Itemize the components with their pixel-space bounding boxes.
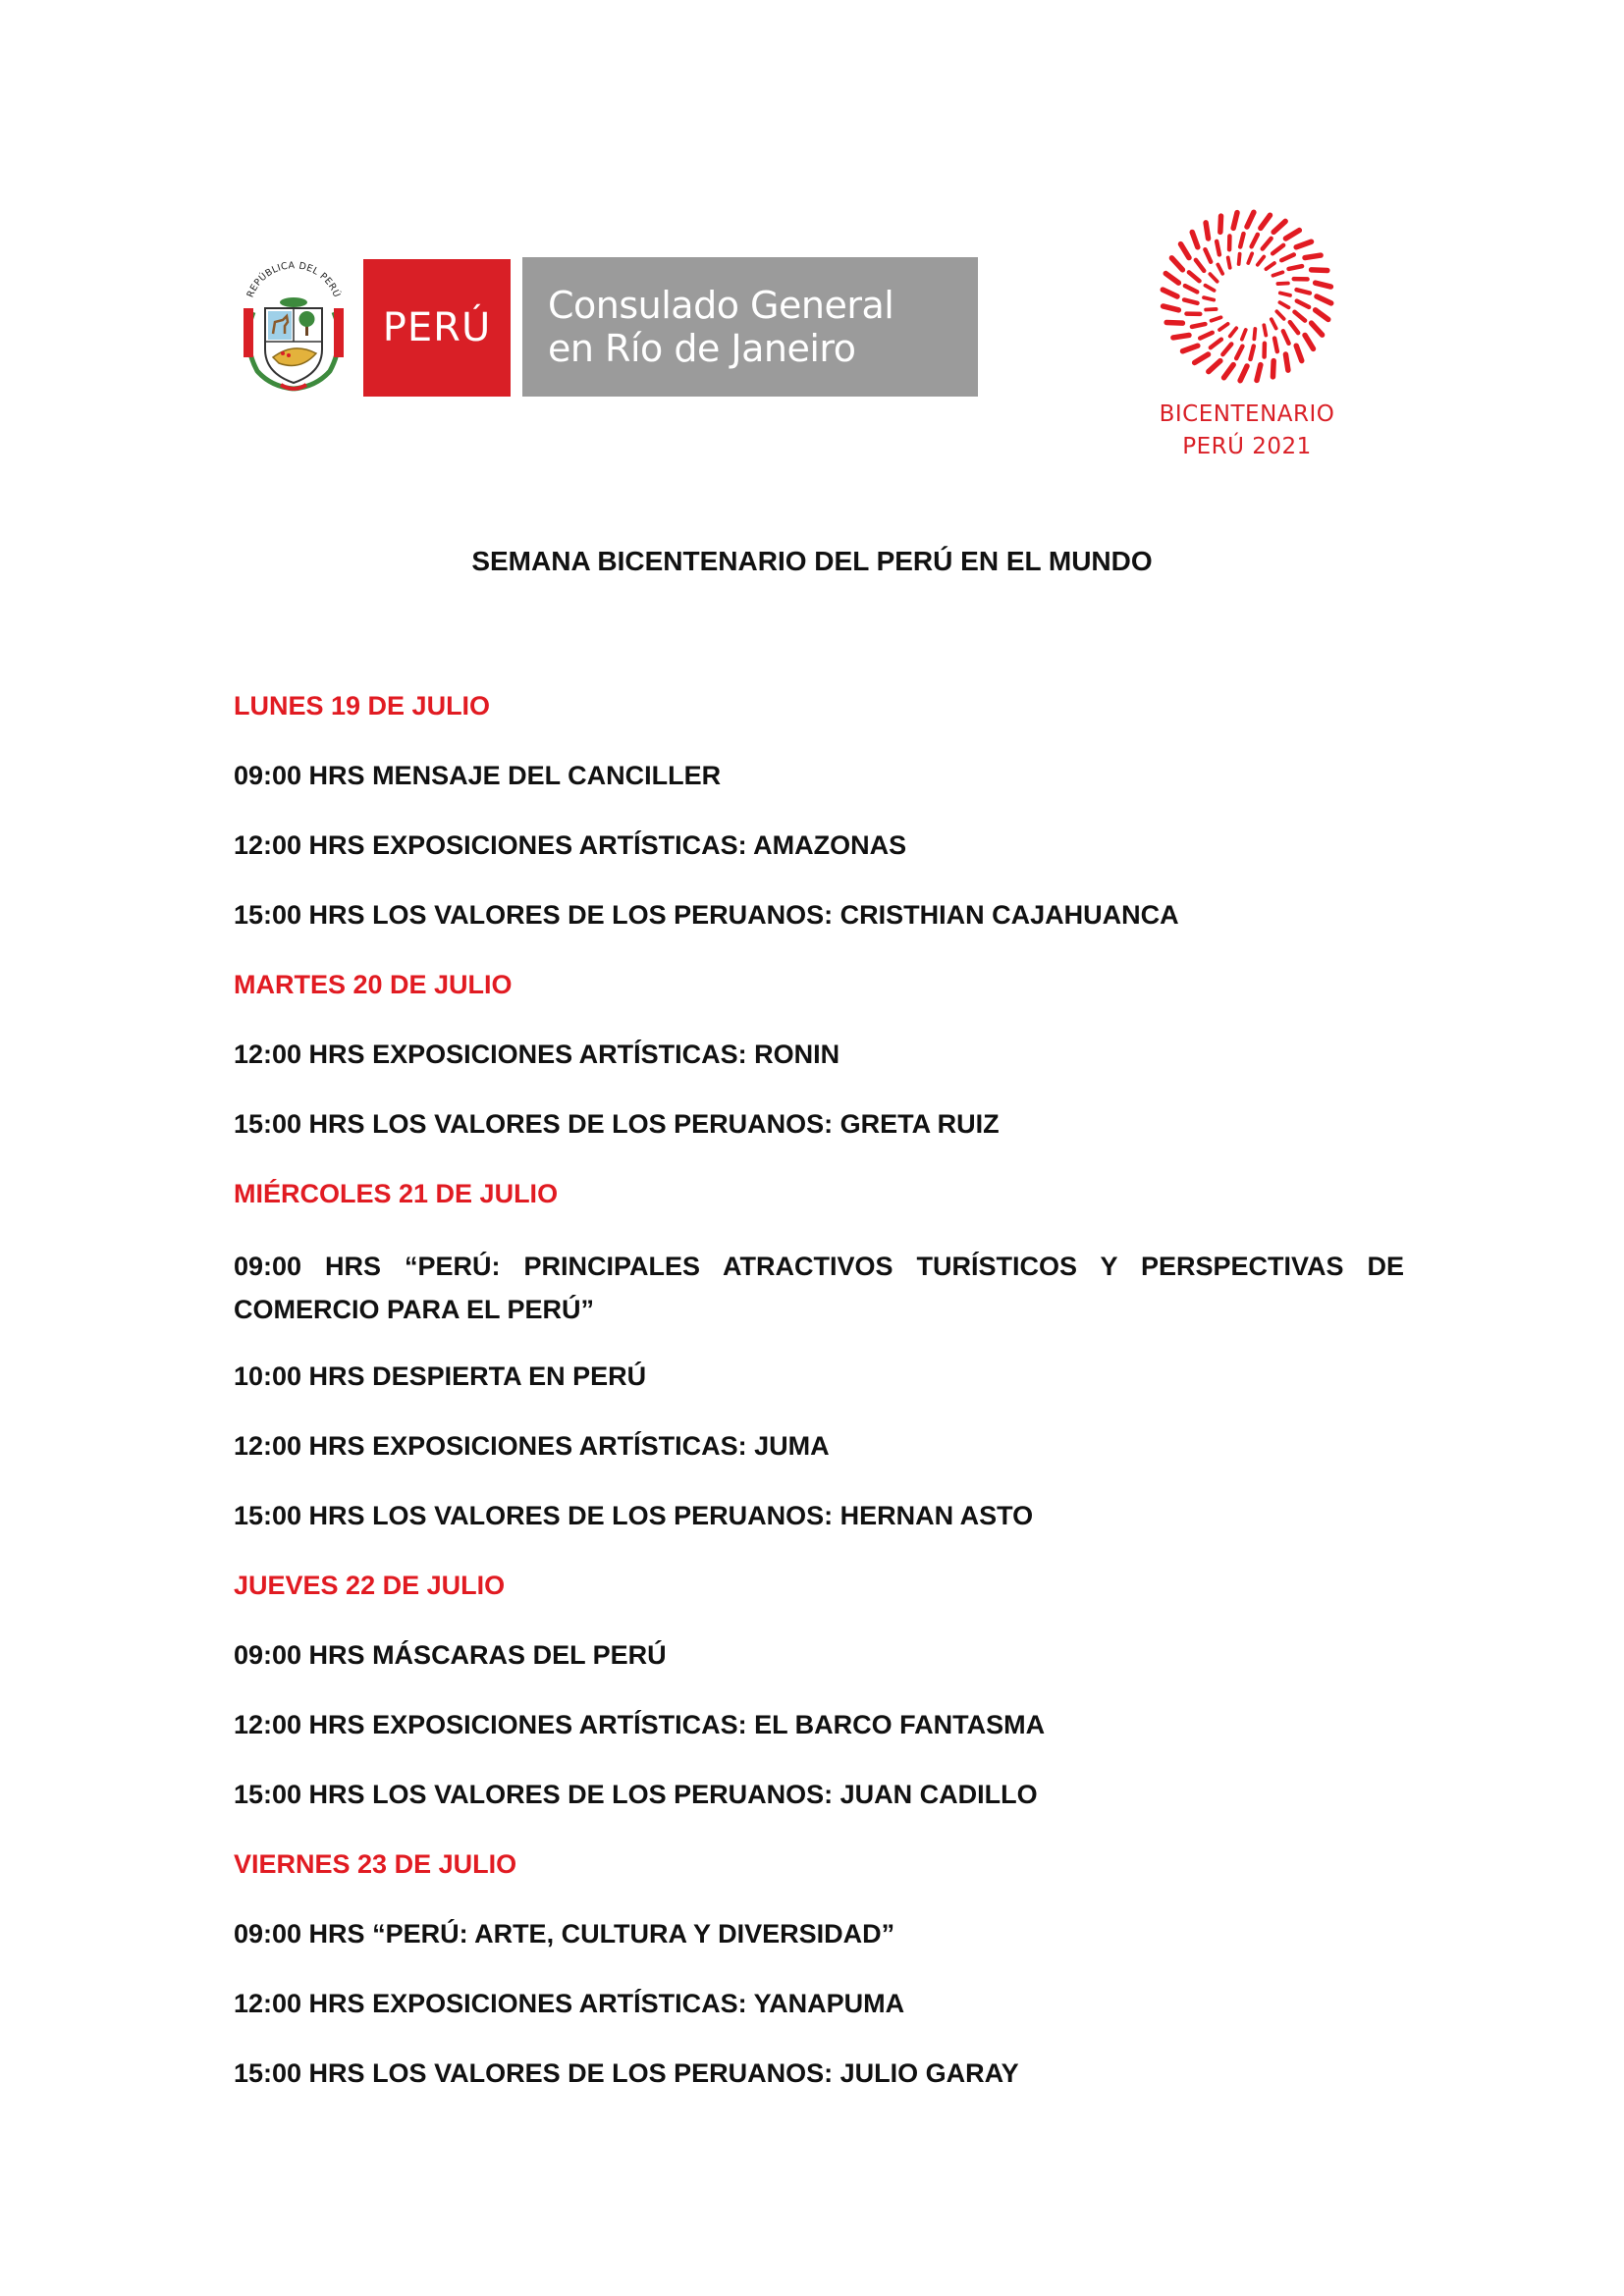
consulado-label-block: [522, 257, 978, 397]
document-header: [0, 0, 1624, 471]
consulado-line-2: en Río de Janeiro: [548, 327, 856, 370]
event-item: 10:00 HRS DESPIERTA EN PERÚ: [234, 1362, 647, 1391]
peru-label: PERÚ: [382, 305, 492, 350]
event-item: 09:00 HRS “PERÚ: PRINCIPALES ATRACTIVOS TURÍSTICOS Y PERSPECTIVAS DE COMERCIO PARA EL PERÚ”: [234, 1252, 1404, 1324]
event-item: 15:00 HRS LOS VALORES DE LOS PERUANOS: JULIO GARAY: [234, 2058, 1019, 2088]
svg-text:REPÚBLICA DEL PERÚ: [245, 260, 344, 299]
event-item: 12:00 HRS EXPOSICIONES ARTÍSTICAS: EL BARCO FANTASMA: [234, 1710, 1046, 1739]
bicentenario-caption: [1110, 399, 1384, 463]
day-heading-wednesday: MIÉRCOLES 21 DE JULIO: [234, 1179, 559, 1208]
emblem-arc-text: REPÚBLICA DEL PERÚ: [244, 260, 343, 299]
event-item: 15:00 HRS LOS VALORES DE LOS PERUANOS: HERNAN ASTO: [234, 1501, 1034, 1530]
peru-label-block: [363, 259, 511, 397]
bicentenario-sunburst-icon: [1147, 196, 1347, 397]
consulado-line-1: Consulado General: [548, 284, 894, 327]
day-heading-tuesday: MARTES 20 DE JULIO: [234, 970, 513, 999]
event-item: 12:00 HRS EXPOSICIONES ARTÍSTICAS: YANAPUMA: [234, 1989, 905, 2018]
event-item: 12:00 HRS EXPOSICIONES ARTÍSTICAS: JUMA: [234, 1431, 830, 1461]
event-item: 12:00 HRS EXPOSICIONES ARTÍSTICAS: RONIN: [234, 1040, 840, 1069]
document-title: SEMANA BICENTENARIO DEL PERÚ EN EL MUNDO: [471, 546, 1153, 576]
day-heading-monday: LUNES 19 DE JULIO: [234, 691, 491, 721]
bicentenario-line-2: PERÚ 2021: [1182, 434, 1312, 459]
event-item: 15:00 HRS LOS VALORES DE LOS PERUANOS: JUAN CADILLO: [234, 1780, 1038, 1809]
event-item: 15:00 HRS LOS VALORES DE LOS PERUANOS: CRISTHIAN CAJAHUANCA: [234, 900, 1179, 930]
schedule: [234, 687, 1404, 2124]
event-item: 09:00 HRS MÁSCARAS DEL PERÚ: [234, 1640, 667, 1670]
day-heading-friday: VIERNES 23 DE JULIO: [234, 1849, 517, 1879]
event-item: 09:00 HRS MENSAJE DEL CANCILLER: [234, 761, 722, 790]
day-heading-thursday: JUEVES 22 DE JULIO: [234, 1571, 506, 1600]
event-item: 12:00 HRS EXPOSICIONES ARTÍSTICAS: AMAZONAS: [234, 830, 907, 860]
bicentenario-line-1: BICENTENARIO: [1159, 401, 1335, 427]
peru-coat-of-arms-icon: [236, 251, 352, 395]
event-item: 09:00 HRS “PERÚ: ARTE, CULTURA Y DIVERSIDAD”: [234, 1919, 895, 1949]
event-item: 15:00 HRS LOS VALORES DE LOS PERUANOS: GRETA RUIZ: [234, 1109, 1000, 1139]
